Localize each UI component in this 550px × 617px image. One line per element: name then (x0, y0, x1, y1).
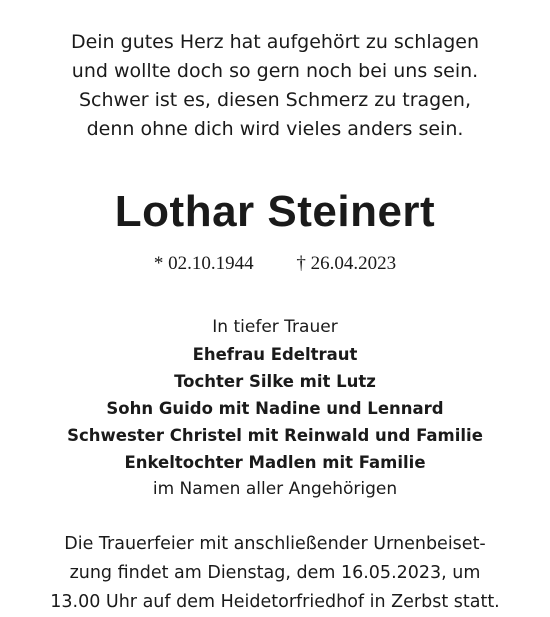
mourning-closing: im Namen aller Angehörigen (152, 479, 398, 499)
family-member: Enkeltochter Madlen mit Familie (124, 453, 426, 472)
family-member: Schwester Christel mit Reinwald und Familie (67, 426, 483, 445)
service-line: zung findet am Dienstag, dem 16.05.2023, um (69, 563, 481, 583)
mourners-list (0, 314, 550, 503)
family-member: Tochter Silke mit Lutz (174, 372, 376, 391)
death-date: † 26.04.2023 (296, 253, 397, 274)
poem-line: und wollte doch so gern noch bei uns sein. (71, 60, 479, 82)
family-member: Ehefrau Edeltraut (192, 345, 358, 364)
service-line: 13.00 Uhr auf dem Heidetorfriedhof in Zerbst statt. (50, 592, 500, 612)
birth-date: * 02.10.1944 (153, 253, 254, 274)
poem-line: denn ohne dich wird vieles anders sein. (86, 118, 464, 140)
life-dates (0, 252, 550, 276)
poem-line: Schwer ist es, diesen Schmerz zu tragen, (78, 89, 472, 111)
poem-line: Dein gutes Herz hat aufgehört zu schlagen (70, 31, 480, 53)
mourning-intro: In tiefer Trauer (212, 317, 338, 337)
memorial-poem (0, 28, 550, 144)
funeral-service-info (0, 530, 550, 617)
family-member: Sohn Guido mit Nadine und Lennard (106, 399, 444, 418)
deceased-name: Lothar Steinert (114, 187, 436, 236)
service-line: Die Trauerfeier mit anschließender Urnenbeiset- (64, 534, 486, 554)
